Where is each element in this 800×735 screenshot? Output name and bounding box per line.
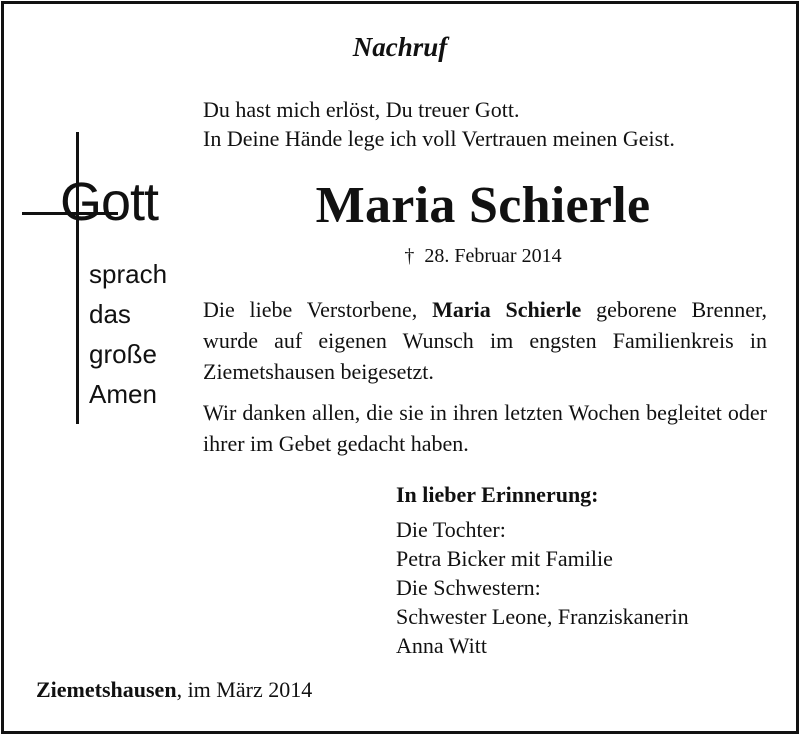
signature-block: [396, 480, 689, 660]
verse-line: In Deine Hände lege ich voll Vertrauen meinen Geist.: [203, 126, 675, 151]
death-date-line: [203, 245, 763, 268]
emblem-line: Amen: [89, 379, 157, 409]
dagger-icon: †: [404, 245, 415, 267]
emblem-word: Gott: [60, 172, 159, 232]
emblem-line: große: [89, 339, 157, 369]
signature-line: Die Schwestern:: [396, 575, 541, 600]
footer-place: Ziemetshausen: [36, 677, 177, 702]
signature-line: Petra Bicker mit Familie: [396, 546, 613, 571]
death-date: 28. Februar 2014: [424, 245, 562, 267]
paragraph-text: Die liebe Verstorbene,: [203, 297, 433, 322]
notice-heading: Nachruf: [352, 32, 448, 62]
signature-line: Anna Witt: [396, 633, 487, 658]
paragraph-name: Maria Schierle: [432, 297, 582, 322]
verse-line: Du hast mich erlöst, Du treuer Gott.: [203, 97, 520, 122]
signature-line: Die Tochter:: [396, 517, 506, 542]
announcement-paragraph: [203, 294, 767, 387]
obituary-frame: [1, 1, 799, 734]
footer-date: , im März 2014: [176, 677, 313, 702]
emblem-line: das: [89, 299, 131, 329]
cross-emblem: [22, 132, 192, 432]
emblem-lines: [89, 254, 167, 414]
footer-place-date: [36, 677, 312, 703]
verse: [203, 95, 675, 153]
thanks-paragraph: Wir danken allen, die sie in ihren letzten Wochen begleitet oder ihrer im Gebet gedacht haben.: [203, 400, 767, 456]
paragraph-text: geborene Brenner, wurde auf eigenen Wunsch im engsten Familienkreis in Ziemetshausen beigesetzt.: [203, 297, 767, 384]
emblem-line: sprach: [89, 259, 168, 289]
signature-heading: In lieber Erinnerung:: [396, 482, 599, 507]
deceased-name: Maria Schierle: [315, 177, 651, 234]
signature-line: Schwester Leone, Franziskanerin: [396, 604, 689, 629]
